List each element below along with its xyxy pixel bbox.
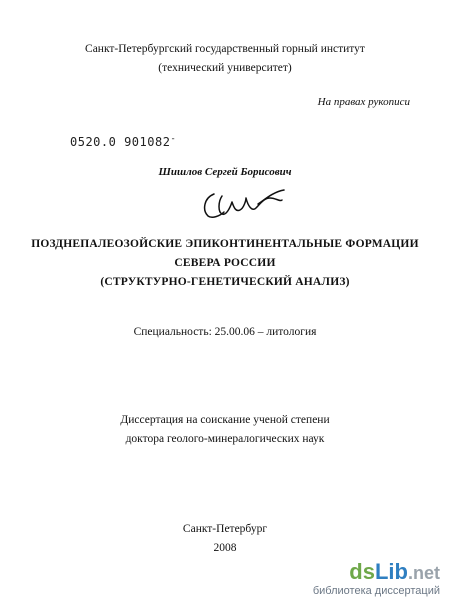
specialty: Специальность: 25.00.06 – литология	[133, 326, 317, 338]
author-signature	[200, 186, 300, 222]
dissertation-title-line3: (СТРУКТУРНО-ГЕНЕТИЧЕСКИЙ АНАЛИЗ)	[100, 276, 350, 288]
rights-note: На правах рукописи	[317, 96, 410, 108]
watermark	[313, 561, 440, 597]
year: 2008	[213, 542, 237, 554]
institution-name: Санкт-Петербургский государственный горный институт	[85, 43, 365, 55]
dissertation-title-line2: СЕВЕРА РОССИИ	[174, 257, 276, 269]
watermark-logo: dsLib.net	[349, 559, 440, 584]
watermark-subtitle: библиотека диссертаций	[312, 585, 440, 597]
degree-line1: Диссертация на соискание ученой степени	[120, 414, 330, 426]
registry-stamp: 0520.0 901082-	[70, 134, 177, 149]
city: Санкт-Петербург	[182, 523, 268, 535]
degree-line2: доктора геолого-минералогических наук	[125, 433, 325, 445]
author-name: Шишлов Сергей Борисович	[158, 166, 292, 178]
institution-subtitle: (технический университет)	[158, 62, 292, 74]
dissertation-title-line1: ПОЗДНЕПАЛЕОЗОЙСКИЕ ЭПИКОНТИНЕНТАЛЬНЫЕ ФОРМАЦИИ	[31, 238, 419, 250]
